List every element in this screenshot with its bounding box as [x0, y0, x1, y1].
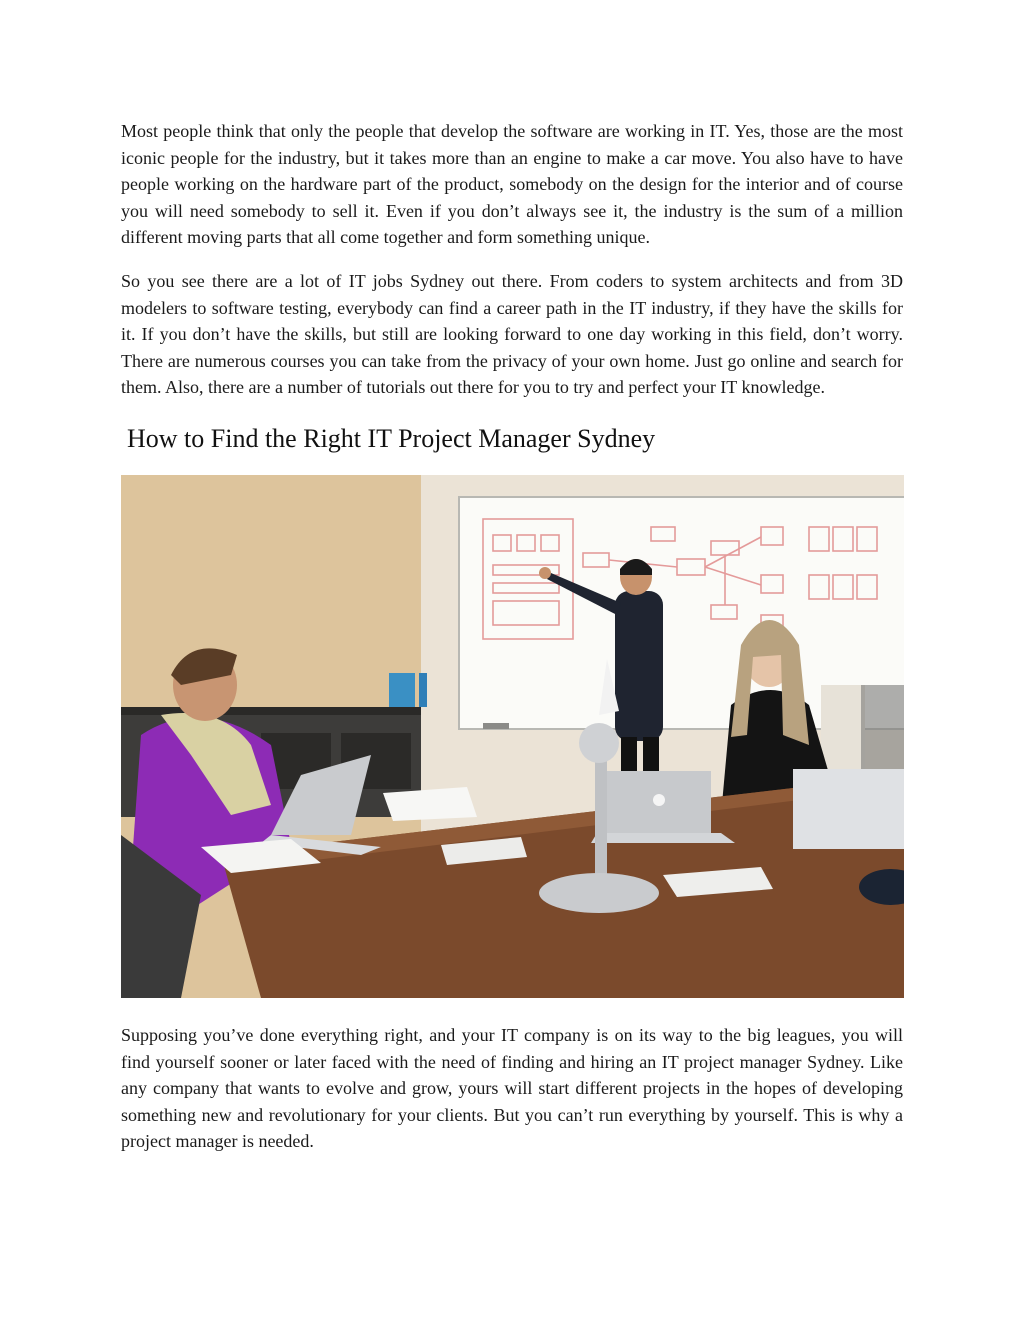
it-jobs-paragraph: So you see there are a lot of IT jobs Sydney out there. From coders to system architects and from 3D modelers to software testing, everybody can find a career path in the IT industry, if they have the skills for it. If you don’t have the skills, but still are looking forward to one day working in this field, don’t worry. There are numerous courses you can take from the privacy of your own home. Just go online and search for them. Also, there are a number of tutorials out there for you to try and perfect your IT knowledge. — [121, 270, 903, 398]
intro-paragraph: Most people think that only the people that develop the software are working in IT. Yes, those are the most iconic people for the industry, but it takes more than an engine to make a car move. You also have to have people working on the hardware part of the product, somebody on the design for the interior and of course you will need somebody to sell it. Even if you don’t always see it, the industry is the sum of a million different moving parts that all come together and form something unique. — [121, 121, 903, 248]
section-heading: How to Find the Right IT Project Manager Sydney — [127, 423, 656, 453]
closing-paragraph: Supposing you’ve done everything right, and your IT company is on its way to the big leagues, you will find yourself sooner or later faced with the need of finding and hiring an IT project manager Sydney. Like any company that wants to evolve and grow, yours will start different projects in the hopes of developing something new and revolutionary for your clients. But you can’t run everything by yourself. This is why a project manager is needed. — [121, 1024, 903, 1152]
document-page — [121, 118, 903, 1155]
meeting-room-photo — [121, 475, 904, 998]
